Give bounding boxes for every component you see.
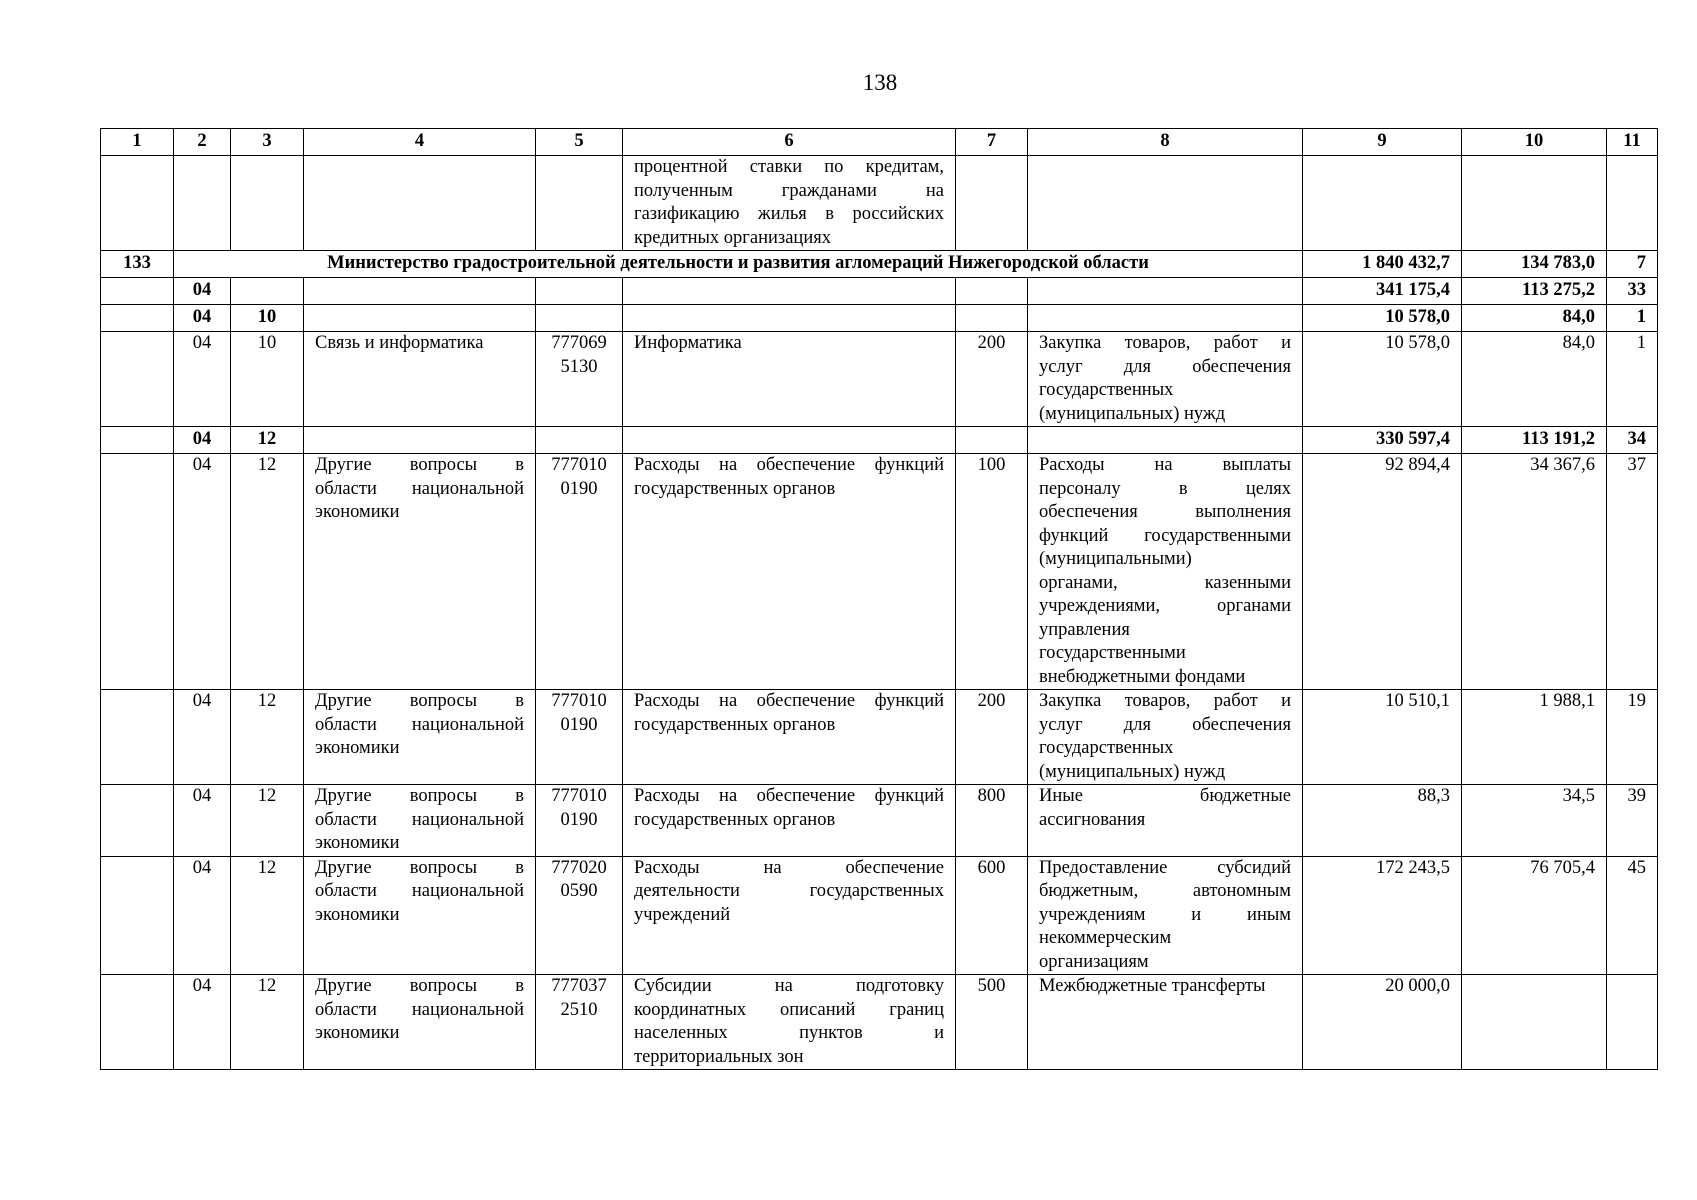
expense-type-name: Иные бюджетные ассигнования <box>1028 785 1303 857</box>
table-row <box>101 975 1658 1070</box>
table-row <box>101 856 1658 975</box>
header-cell: 11 <box>1607 129 1658 156</box>
header-cell: 6 <box>623 129 956 156</box>
section-code: 04 <box>174 785 231 857</box>
expense-type-name: Закупка товаров, работ и услуг для обеспечения государственных (муниципальных) нужд <box>1028 332 1303 427</box>
expense-description: Информатика <box>623 332 956 427</box>
budget-table <box>100 128 1658 1070</box>
expense-type-code: 800 <box>956 785 1028 857</box>
expense-description: Расходы на обеспечение деятельности государственных учреждений <box>623 856 956 975</box>
table-row <box>101 690 1658 785</box>
amount-col10: 1 988,1 <box>1462 690 1607 785</box>
expense-type-code: 200 <box>956 332 1028 427</box>
amount-col10: 113 275,2 <box>1462 278 1607 305</box>
subsection-row <box>101 427 1658 454</box>
amount-col9: 172 243,5 <box>1303 856 1462 975</box>
amount-col9: 20 000,0 <box>1303 975 1462 1070</box>
percent-col11: 45 <box>1607 856 1658 975</box>
amount-col9: 341 175,4 <box>1303 278 1462 305</box>
percent-col11: 7 <box>1607 251 1658 278</box>
target-code: 777037 2510 <box>536 975 623 1070</box>
header-cell: 5 <box>536 129 623 156</box>
percent-col11: 37 <box>1607 454 1658 690</box>
table-row <box>101 332 1658 427</box>
subsection-code: 12 <box>231 856 304 975</box>
percent-col11: 1 <box>1607 305 1658 332</box>
amount-col9: 92 894,4 <box>1303 454 1462 690</box>
expense-description: Расходы на обеспечение функций государственных органов <box>623 690 956 785</box>
continued-row <box>101 156 1658 251</box>
ministry-name: Министерство градостроительной деятельности и развития агломераций Нижегородской области <box>174 251 1303 278</box>
expense-type-name: Закупка товаров, работ и услуг для обеспечения государственных (муниципальных) нужд <box>1028 690 1303 785</box>
header-cell: 4 <box>304 129 536 156</box>
ministry-row <box>101 251 1658 278</box>
subsection-code: 12 <box>231 690 304 785</box>
subsection-code: 12 <box>231 454 304 690</box>
percent-col11: 39 <box>1607 785 1658 857</box>
expense-description: процентной ставки по кредитам, полученным гражданами на газификацию жилья в российских кредитных организациях <box>623 156 956 251</box>
section-code: 04 <box>174 454 231 690</box>
header-row <box>101 129 1658 156</box>
amount-col10: 84,0 <box>1462 332 1607 427</box>
section-code: 04 <box>174 278 231 305</box>
expense-type-code: 200 <box>956 690 1028 785</box>
header-cell: 9 <box>1303 129 1462 156</box>
amount-col10 <box>1462 975 1607 1070</box>
header-cell: 2 <box>174 129 231 156</box>
section-code: 04 <box>174 975 231 1070</box>
target-code: 777010 0190 <box>536 690 623 785</box>
expense-type-name: Предоставление субсидий бюджетным, автономным учреждениям и иным некоммерческим организациям <box>1028 856 1303 975</box>
subsection-code: 12 <box>231 785 304 857</box>
header-cell: 7 <box>956 129 1028 156</box>
section-code: 04 <box>174 690 231 785</box>
header-cell: 8 <box>1028 129 1303 156</box>
percent-col11: 33 <box>1607 278 1658 305</box>
expense-type-name: Межбюджетные трансферты <box>1028 975 1303 1070</box>
page-number: 138 <box>862 70 898 95</box>
amount-col9: 88,3 <box>1303 785 1462 857</box>
percent-col11: 34 <box>1607 427 1658 454</box>
subsection-code: 10 <box>231 305 304 332</box>
header-cell: 10 <box>1462 129 1607 156</box>
expense-type-code: 500 <box>956 975 1028 1070</box>
amount-col9: 10 578,0 <box>1303 332 1462 427</box>
target-code: 777010 0190 <box>536 454 623 690</box>
section-name: Другие вопросы в области национальной экономики <box>304 785 536 857</box>
target-code: 777069 5130 <box>536 332 623 427</box>
section-code: 04 <box>174 856 231 975</box>
section-name: Другие вопросы в области национальной экономики <box>304 454 536 690</box>
expense-type-code: 100 <box>956 454 1028 690</box>
amount-col10: 34,5 <box>1462 785 1607 857</box>
section-row <box>101 278 1658 305</box>
expense-type-name: Расходы на выплаты персоналу в целях обеспечения выполнения функций государственными (муниципальными) органами, казенными учреждениями, органами управления государственными внебюджетными фондами <box>1028 454 1303 690</box>
amount-col10: 76 705,4 <box>1462 856 1607 975</box>
section-code: 04 <box>174 332 231 427</box>
target-code: 777010 0190 <box>536 785 623 857</box>
amount-col10: 134 783,0 <box>1462 251 1607 278</box>
amount-col9: 1 840 432,7 <box>1303 251 1462 278</box>
amount-col9: 330 597,4 <box>1303 427 1462 454</box>
section-name: Другие вопросы в области национальной экономики <box>304 856 536 975</box>
percent-col11: 19 <box>1607 690 1658 785</box>
expense-description: Расходы на обеспечение функций государственных органов <box>623 454 956 690</box>
percent-col11: 1 <box>1607 332 1658 427</box>
target-code: 777020 0590 <box>536 856 623 975</box>
expense-type-code: 600 <box>956 856 1028 975</box>
section-name: Другие вопросы в области национальной экономики <box>304 975 536 1070</box>
expense-description: Субсидии на подготовку координатных описаний границ населенных пунктов и территориальных зон <box>623 975 956 1070</box>
subsection-code: 10 <box>231 332 304 427</box>
percent-col11 <box>1607 975 1658 1070</box>
amount-col10: 113 191,2 <box>1462 427 1607 454</box>
section-name: Связь и информатика <box>304 332 536 427</box>
amount-col10: 84,0 <box>1462 305 1607 332</box>
amount-col9: 10 510,1 <box>1303 690 1462 785</box>
section-code: 04 <box>174 305 231 332</box>
subsection-code: 12 <box>231 975 304 1070</box>
table-row <box>101 454 1658 690</box>
expense-description: Расходы на обеспечение функций государственных органов <box>623 785 956 857</box>
subsection-code: 12 <box>231 427 304 454</box>
header-cell: 3 <box>231 129 304 156</box>
subsection-row <box>101 305 1658 332</box>
table-row <box>101 785 1658 857</box>
amount-col10: 34 367,6 <box>1462 454 1607 690</box>
section-name: Другие вопросы в области национальной экономики <box>304 690 536 785</box>
ministry-code: 133 <box>101 251 174 278</box>
section-code: 04 <box>174 427 231 454</box>
amount-col9: 10 578,0 <box>1303 305 1462 332</box>
header-cell: 1 <box>101 129 174 156</box>
